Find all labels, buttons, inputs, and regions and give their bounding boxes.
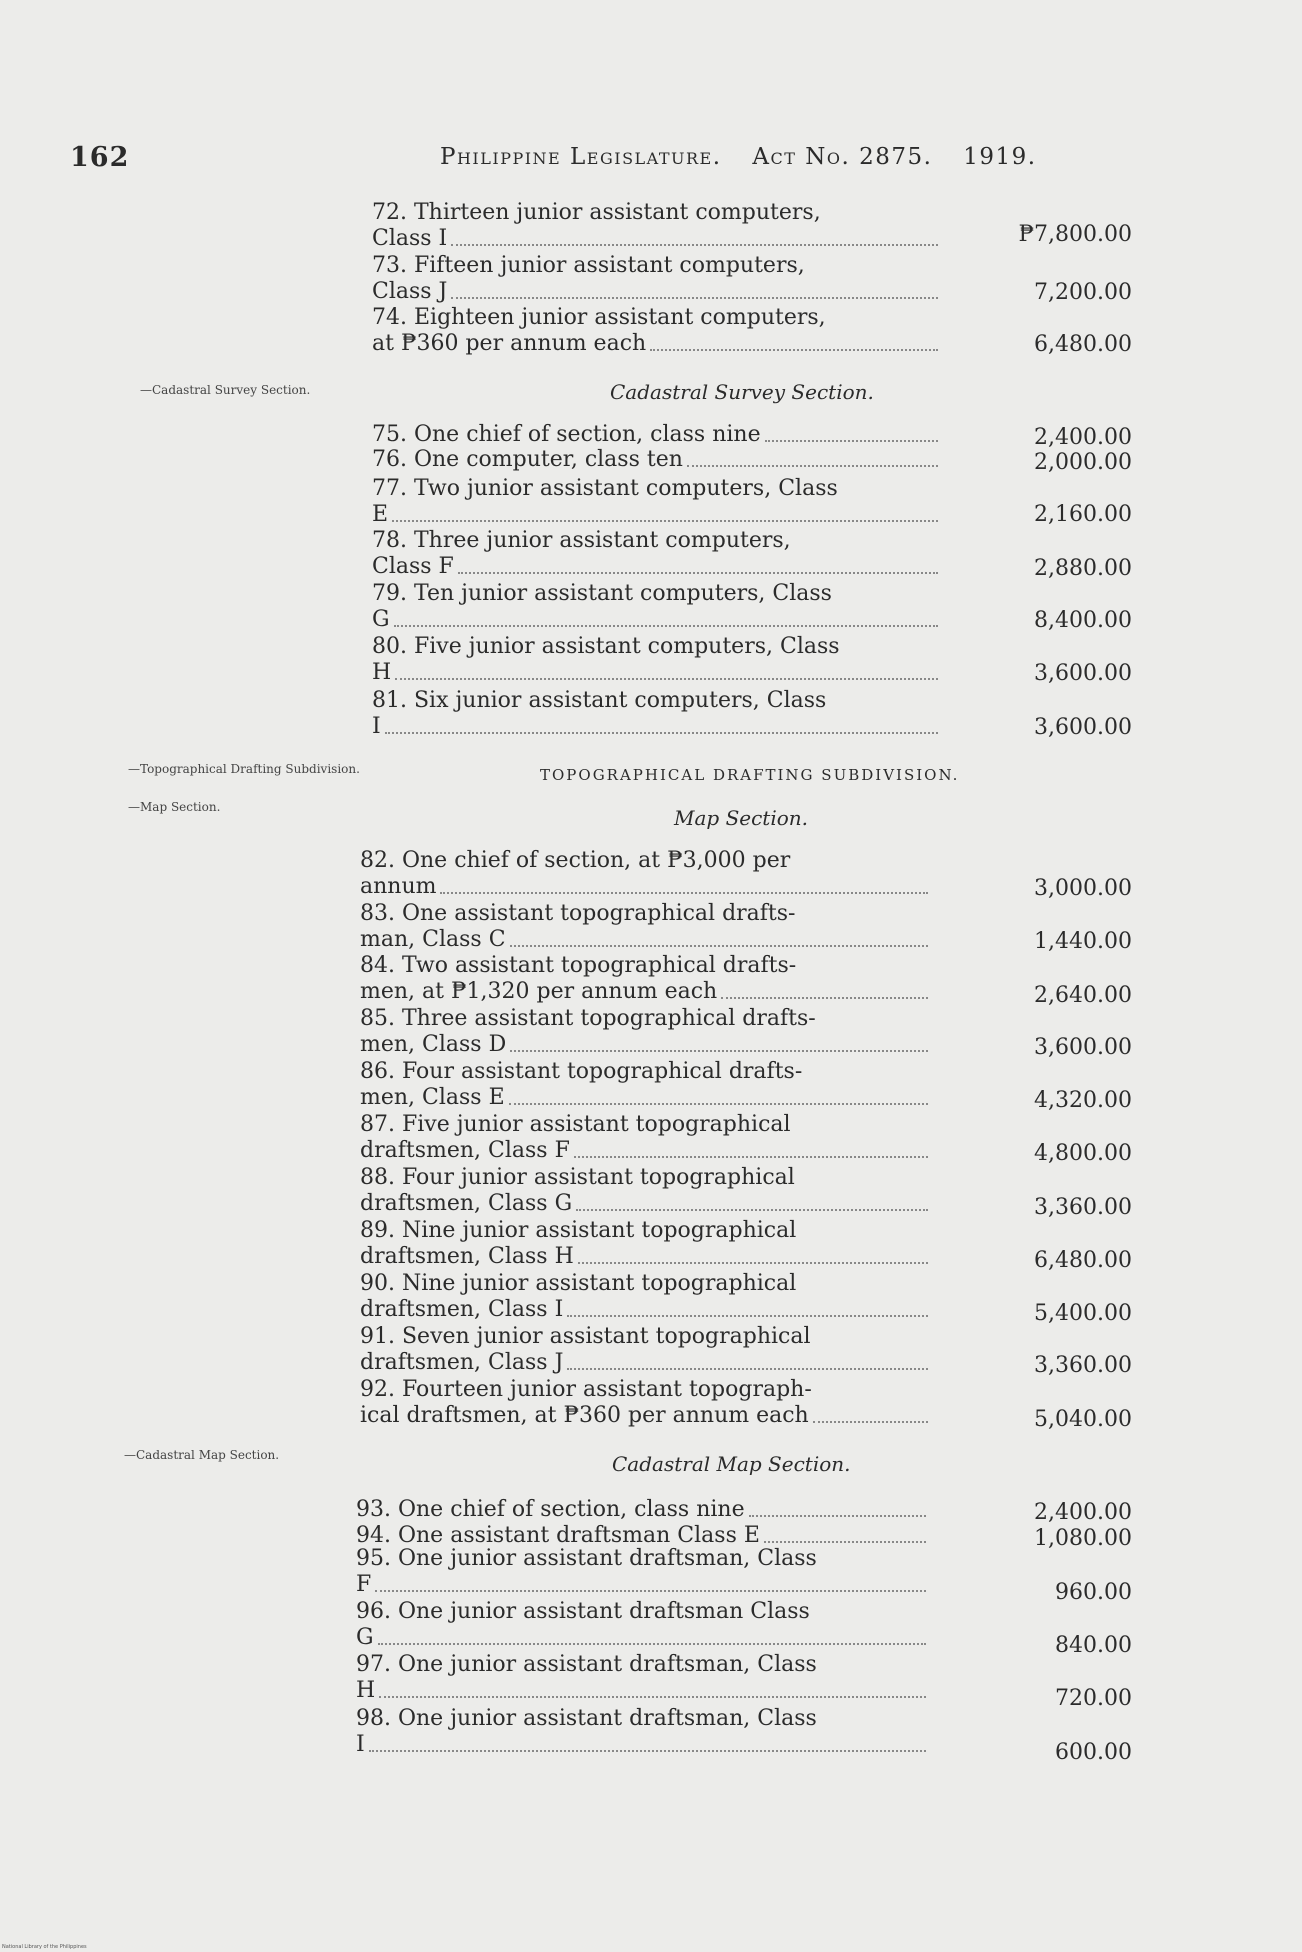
item-line-2 xyxy=(372,226,940,252)
item-description xyxy=(360,1218,930,1270)
item-amount: 960.00 xyxy=(1055,1580,1132,1605)
item-line-1: 95. One junior assistant draftsman, Class xyxy=(356,1546,817,1571)
dot-leader xyxy=(764,1540,926,1543)
item-amount: 2,880.00 xyxy=(1034,556,1132,581)
item-line-2 xyxy=(360,1403,930,1429)
item-line-2-text: draftsmen, Class F xyxy=(360,1138,570,1163)
item-line-2-text: 94. One assistant draftsman Class E xyxy=(356,1523,760,1548)
item-line-1: 78. Three junior assistant computers, xyxy=(372,528,791,553)
item-line-2-text: draftsmen, Class G xyxy=(360,1191,573,1216)
item-description xyxy=(360,1006,930,1058)
item-line-2-text: ical draftsmen, at ₱360 per annum each xyxy=(360,1403,809,1428)
item-description xyxy=(372,200,940,252)
item-description xyxy=(372,634,940,686)
side-note-cadastral-survey: —Cadastral Survey Section. xyxy=(140,383,311,397)
item-line-2-text: men, Class E xyxy=(360,1085,505,1110)
item-line-2 xyxy=(356,1572,928,1598)
item-description xyxy=(356,1546,928,1598)
item-line-1: 82. One chief of section, at ₱3,000 per xyxy=(360,848,791,873)
item-line-1: 74. Eighteen junior assistant computers, xyxy=(372,305,826,330)
dot-leader xyxy=(395,677,938,680)
running-head xyxy=(440,144,1059,170)
item-line-2 xyxy=(372,607,940,633)
heading-map-section: Map Section. xyxy=(674,806,809,830)
item-line-2 xyxy=(356,1678,928,1704)
item-line-1: 83. One assistant topographical drafts- xyxy=(360,901,796,926)
item-description xyxy=(356,1652,928,1704)
item-line-2 xyxy=(372,502,940,528)
item-description xyxy=(372,688,940,740)
item-line-2-text: Class F xyxy=(372,554,454,579)
item-line-1: 80. Five junior assistant computers, Class xyxy=(372,634,840,659)
item-description xyxy=(372,422,940,448)
item-line-2 xyxy=(356,1497,928,1523)
item-line-1: 77. Two junior assistant computers, Class xyxy=(372,476,838,501)
side-note-topographical: —Topographical Drafting Subdivision. xyxy=(128,762,360,776)
item-amount: 3,600.00 xyxy=(1034,715,1132,740)
item-amount: 7,200.00 xyxy=(1034,280,1132,305)
dot-leader xyxy=(451,296,938,299)
dot-leader xyxy=(385,731,938,734)
item-line-2 xyxy=(372,279,940,305)
dot-leader xyxy=(765,439,938,442)
page-number: 162 xyxy=(70,142,130,173)
item-line-2 xyxy=(360,1244,930,1270)
dot-leader xyxy=(458,571,938,574)
item-description xyxy=(360,901,930,953)
item-line-1: 86. Four assistant topographical drafts- xyxy=(360,1059,803,1084)
item-amount: 3,360.00 xyxy=(1034,1353,1132,1378)
item-amount: 2,000.00 xyxy=(1034,450,1132,475)
dot-leader xyxy=(813,1420,928,1423)
item-line-2 xyxy=(372,447,940,473)
item-line-2-text: draftsmen, Class J xyxy=(360,1350,564,1375)
item-description xyxy=(356,1497,928,1523)
side-note-cadastral-map: —Cadastral Map Section. xyxy=(124,1448,280,1462)
item-line-2-text: H xyxy=(356,1678,376,1703)
dot-leader xyxy=(379,1695,926,1698)
item-description xyxy=(372,476,940,528)
item-line-2 xyxy=(372,331,940,357)
item-amount: ₱7,800.00 xyxy=(1018,222,1132,247)
item-amount: 1,080.00 xyxy=(1034,1526,1132,1551)
item-description xyxy=(360,1324,930,1376)
item-line-1: 81. Six junior assistant computers, Class xyxy=(372,688,827,713)
item-line-2-text: Class I xyxy=(372,226,448,251)
item-amount: 1,440.00 xyxy=(1034,929,1132,954)
item-line-2-text: at ₱360 per annum each xyxy=(372,331,647,356)
item-line-2-text: Class J xyxy=(372,279,448,304)
item-description xyxy=(360,1112,930,1164)
dot-leader xyxy=(394,624,938,627)
item-line-1: 91. Seven junior assistant topographical xyxy=(360,1324,811,1349)
item-line-2-text: men, at ₱1,320 per annum each xyxy=(360,979,718,1004)
item-line-1: 79. Ten junior assistant computers, Class xyxy=(372,581,832,606)
dot-leader xyxy=(687,464,938,467)
item-line-1: 98. One junior assistant draftsman, Class xyxy=(356,1706,817,1731)
item-line-2 xyxy=(360,979,930,1005)
item-line-2 xyxy=(360,1032,930,1058)
item-line-1: 88. Four junior assistant topographical xyxy=(360,1165,795,1190)
item-amount: 840.00 xyxy=(1055,1633,1132,1658)
item-line-2 xyxy=(360,1191,930,1217)
item-amount: 4,800.00 xyxy=(1034,1141,1132,1166)
item-line-2-text: 76. One computer, class ten xyxy=(372,447,683,472)
running-head-title: Philippine Legislature. xyxy=(440,144,722,170)
dot-leader xyxy=(650,348,938,351)
item-line-2-text: H xyxy=(372,660,392,685)
item-line-2 xyxy=(360,1297,930,1323)
dot-leader xyxy=(451,243,938,246)
item-line-1: 89. Nine junior assistant topographical xyxy=(360,1218,797,1243)
item-line-2 xyxy=(372,714,940,740)
item-description xyxy=(360,1165,930,1217)
item-amount: 5,400.00 xyxy=(1034,1301,1132,1326)
item-line-2-text: I xyxy=(356,1732,365,1757)
item-line-2-text: draftsmen, Class I xyxy=(360,1297,564,1322)
heading-cadastral-survey: Cadastral Survey Section. xyxy=(610,380,874,404)
item-line-2 xyxy=(372,660,940,686)
item-amount: 4,320.00 xyxy=(1034,1088,1132,1113)
item-line-2-text: annum xyxy=(360,874,437,899)
dot-leader xyxy=(510,1049,928,1052)
dot-leader xyxy=(378,1642,926,1645)
item-description xyxy=(360,848,930,900)
item-line-2 xyxy=(372,554,940,580)
dot-leader xyxy=(510,944,928,947)
item-amount: 600.00 xyxy=(1055,1740,1132,1765)
side-note-map-section: —Map Section. xyxy=(128,800,221,814)
item-line-2-text: man, Class C xyxy=(360,927,506,952)
item-line-2-text: G xyxy=(372,607,390,632)
item-amount: 3,360.00 xyxy=(1034,1195,1132,1220)
dot-leader xyxy=(369,1749,926,1752)
item-amount: 2,400.00 xyxy=(1034,425,1132,450)
item-line-2-text: 93. One chief of section, class nine xyxy=(356,1497,745,1522)
item-line-1: 96. One junior assistant draftsman Class xyxy=(356,1599,810,1624)
footer-stamp: National Library of the Philippines xyxy=(2,1944,87,1950)
item-description xyxy=(372,528,940,580)
item-amount: 3,000.00 xyxy=(1034,876,1132,901)
running-head-act: Act No. 2875. xyxy=(752,144,933,170)
dot-leader xyxy=(509,1102,928,1105)
item-line-2 xyxy=(360,927,930,953)
dot-leader xyxy=(721,996,928,999)
item-line-1: 97. One junior assistant draftsman, Class xyxy=(356,1652,817,1677)
item-line-2 xyxy=(356,1625,928,1651)
dot-leader xyxy=(392,519,938,522)
item-description xyxy=(356,1706,928,1758)
item-amount: 5,040.00 xyxy=(1034,1407,1132,1432)
item-description xyxy=(372,581,940,633)
item-description xyxy=(360,1059,930,1111)
dot-leader xyxy=(440,891,928,894)
item-line-2 xyxy=(360,874,930,900)
item-line-2-text: I xyxy=(372,714,381,739)
item-line-1: 84. Two assistant topographical drafts- xyxy=(360,953,797,978)
item-amount: 3,600.00 xyxy=(1034,1035,1132,1060)
item-amount: 720.00 xyxy=(1055,1686,1132,1711)
item-amount: 6,480.00 xyxy=(1034,1248,1132,1273)
dot-leader xyxy=(567,1367,928,1370)
item-line-2 xyxy=(360,1138,930,1164)
item-line-1: 73. Fifteen junior assistant computers, xyxy=(372,253,805,278)
item-line-1: 87. Five junior assistant topographical xyxy=(360,1112,791,1137)
item-line-2-text: draftsmen, Class H xyxy=(360,1244,574,1269)
dot-leader xyxy=(578,1261,928,1264)
item-description xyxy=(356,1599,928,1651)
dot-leader xyxy=(375,1589,926,1592)
item-line-2-text: E xyxy=(372,502,389,527)
dot-leader xyxy=(749,1514,926,1517)
item-line-2-text: 75. One chief of section, class nine xyxy=(372,422,761,447)
item-description xyxy=(360,953,930,1005)
item-line-2 xyxy=(372,422,940,448)
item-amount: 2,640.00 xyxy=(1034,983,1132,1008)
item-amount: 3,600.00 xyxy=(1034,661,1132,686)
item-description xyxy=(360,1377,930,1429)
item-line-2 xyxy=(360,1085,930,1111)
item-description xyxy=(372,253,940,305)
item-amount: 6,480.00 xyxy=(1034,332,1132,357)
item-line-1: 92. Fourteen junior assistant topograph- xyxy=(360,1377,812,1402)
dot-leader xyxy=(567,1314,928,1317)
item-amount: 2,160.00 xyxy=(1034,502,1132,527)
item-line-1: 85. Three assistant topographical drafts- xyxy=(360,1006,816,1031)
item-amount: 2,400.00 xyxy=(1034,1500,1132,1525)
dot-leader xyxy=(576,1208,928,1211)
heading-topographical: TOPOGRAPHICAL DRAFTING SUBDIVISION. xyxy=(540,766,960,784)
running-head-year: 1919. xyxy=(963,144,1037,170)
item-line-2 xyxy=(360,1350,930,1376)
item-line-2-text: G xyxy=(356,1625,374,1650)
item-description xyxy=(372,447,940,473)
dot-leader xyxy=(574,1155,928,1158)
item-line-2-text: men, Class D xyxy=(360,1032,507,1057)
item-line-1: 72. Thirteen junior assistant computers, xyxy=(372,200,821,225)
item-amount: 8,400.00 xyxy=(1034,608,1132,633)
item-line-2-text: F xyxy=(356,1572,372,1597)
item-line-1: 90. Nine junior assistant topographical xyxy=(360,1271,797,1296)
item-line-2 xyxy=(356,1732,928,1758)
heading-cadastral-map: Cadastral Map Section. xyxy=(612,1452,851,1476)
item-description xyxy=(372,305,940,357)
item-description xyxy=(360,1271,930,1323)
